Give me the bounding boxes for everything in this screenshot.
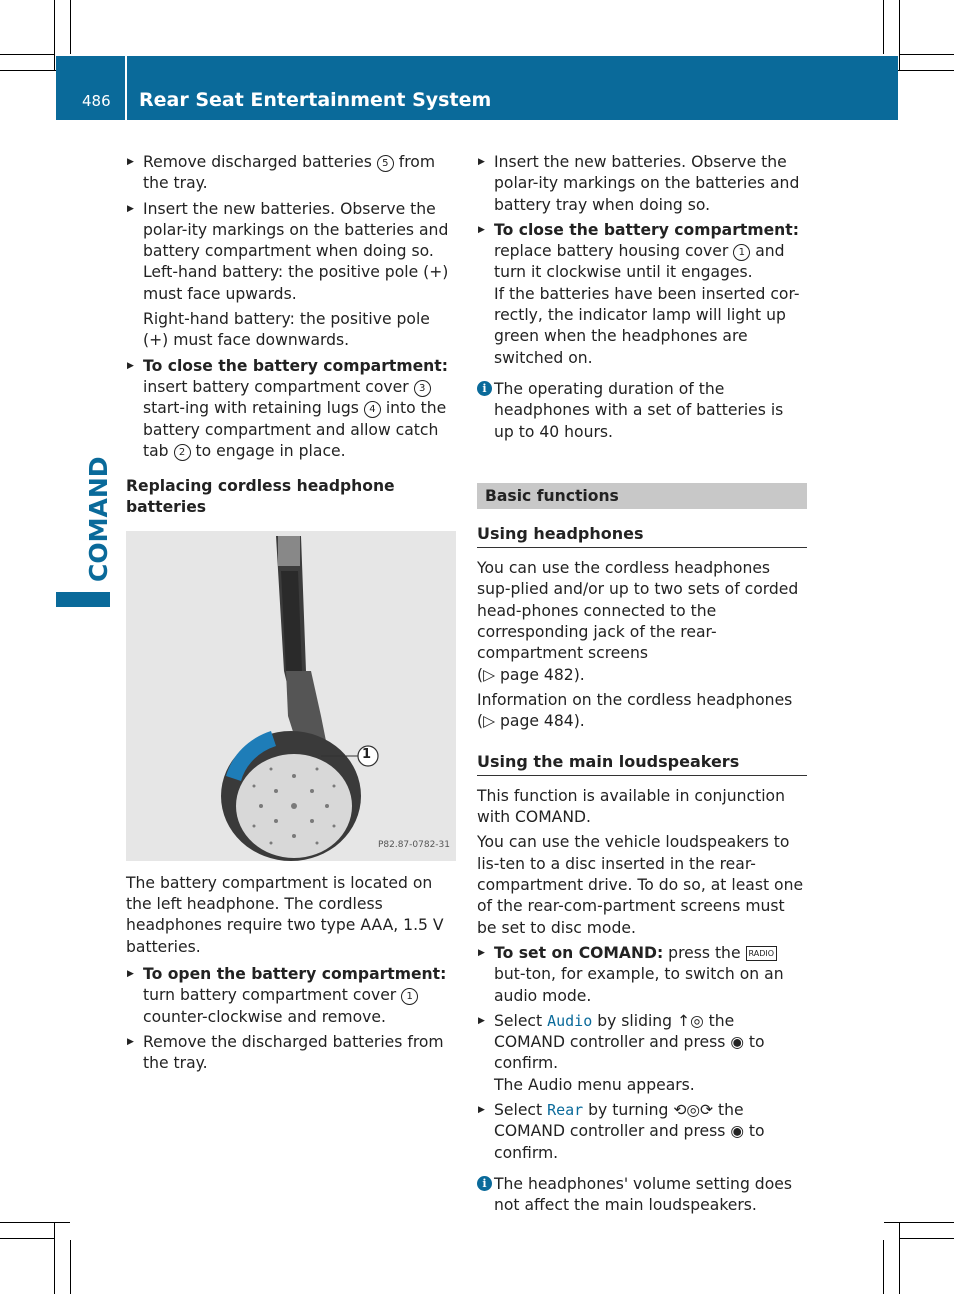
right-column [477,152,807,1220]
crop-mark [884,1222,954,1223]
section-heading: Using the main loudspeakers [477,751,807,776]
step-text: and turn it clockwise until it engages. [494,242,785,282]
radio-key-icon: RADIO [746,946,778,961]
paragraph: You can use the vehicle loudspeakers to lis-ten to a disc inserted in the rear-compartment drive. To do so, at least one of the rear-com-partment screens must be set to disc mode. [477,833,804,937]
step-text: press the [663,943,746,962]
step-text: Left-hand battery: the positive pole (+) must face upwards. [143,263,449,303]
menu-item-audio: Audio [547,1011,593,1030]
paragraph: This function is available in conjunction with COMAND. [477,786,785,827]
step-text: into the battery compartment and allow catch tab [143,399,447,460]
menu-item-rear: Rear [547,1100,584,1119]
callout-number: 5 [377,155,394,172]
step-select-audio [477,1011,807,1096]
step-close-compartment [126,356,456,462]
page-reference: (▷ page 484). [477,712,585,731]
step-text: Remove discharged batteries [143,153,377,171]
step-text: start-ing with retaining lugs [143,399,364,418]
callout-number: 2 [174,444,191,461]
callout-number: 3 [414,380,431,397]
step-text: but-ton, for example, to switch on an audio mode. [494,965,784,1005]
step-text: Select [494,1100,548,1119]
paragraph: The battery compartment is located on the left headphone. The cordless headphones require two type AAA, 1.5 V batteries. [126,873,444,956]
crop-mark [883,1240,884,1294]
paragraph [477,558,807,686]
figure-caption: P82.87-0782-31 [377,840,450,851]
step-set-on-comand [477,943,807,1007]
header-separator [125,56,127,120]
paragraph [477,690,807,733]
step-text: Right-hand battery: the positive pole (+) must face downwards. [143,310,430,350]
info-icon: i [477,381,492,396]
page-title: Rear Seat Entertainment System [139,89,492,111]
step-text: turn battery compartment cover [143,986,402,1005]
step-insert-batteries [126,199,456,352]
crop-mark [883,0,884,54]
headphone-illustration [126,531,456,861]
callout-number: 4 [364,401,381,418]
step-heading: ▶ To close the battery compartment: [143,356,448,375]
step-text: insert battery compartment cover [143,377,414,396]
info-note [477,1174,807,1217]
crop-mark [0,1222,70,1223]
step-text: by sliding ↑◎ the COMAND controller and press ◉ to confirm. [494,1011,765,1073]
step-text: Select [494,1011,548,1030]
step-open-compartment [126,964,456,1028]
crop-mark [899,0,900,70]
step-heading: To set on COMAND: [494,943,664,962]
paragraph-text: You can use the cordless headphones sup-plied and/or up to two sets of corded head-phones connected to the corresponding jack of the rear-compartment screens [477,559,799,663]
step-text: from the tray. [143,153,436,193]
step-text: Insert the new batteries. Observe the polar-ity markings on the batteries and battery tray when doing so. [494,153,800,214]
step-text: counter-clockwise and remove. [143,1007,386,1026]
paragraph-text: Information on the cordless headphones [477,690,793,709]
callout-number: 1 [733,244,750,261]
crop-mark [70,1240,71,1294]
crop-mark [899,1222,900,1294]
page-reference: (▷ page 482). [477,665,585,684]
step-text: If the batteries have been inserted cor-rectly, the indicator lamp will light up green when the headphones are switched on. [494,284,800,367]
step-close-compartment [477,220,807,369]
step-text: by turning ⟲◎⟳ the COMAND controller and press ◉ to confirm. [494,1100,765,1162]
headphone-figure [126,531,456,861]
callout-number: 1 [401,988,418,1005]
crop-mark [70,0,71,54]
crop-mark [54,1222,55,1294]
info-note [477,379,807,443]
step-text: replace battery housing cover [494,242,734,261]
step-insert-new-batteries [477,152,807,216]
step-text: to engage in place. [190,441,346,460]
info-text: The headphones' volume setting does not affect the main loudspeakers. [494,1174,792,1215]
page-number: 486 [82,92,111,110]
step-remove-batteries [126,152,456,195]
step-text: The Audio menu appears. [494,1075,695,1094]
crop-mark [899,54,954,55]
step-remove-discharged [126,1032,456,1075]
crop-mark [899,1238,954,1239]
crop-mark [0,1238,54,1239]
step-heading: ▶ To close the battery compartment: [494,220,799,239]
step-text: Remove the discharged batteries from the tray. [143,1032,444,1073]
chapter-label: COMAND [84,456,113,582]
crop-mark [0,54,54,55]
step-text: ▶ Insert the new batteries. Observe the polar-ity markings on the batteries and battery compartment when doing so. [143,199,449,261]
section-heading: Using headphones [477,523,807,548]
section-subheading: Replacing cordless headphone batteries [126,477,395,517]
section-bar: Basic functions [477,483,807,509]
page-header [56,56,898,120]
step-select-rear [477,1100,807,1164]
step-heading: To open the battery compartment: [143,964,447,983]
crop-mark [54,0,55,70]
info-text: The operating duration of the headphones with a set of batteries is up to 40 hours. [494,379,784,441]
figure-callout-number: 1 [362,746,372,762]
left-column [126,152,456,1078]
info-icon: i [477,1176,492,1191]
